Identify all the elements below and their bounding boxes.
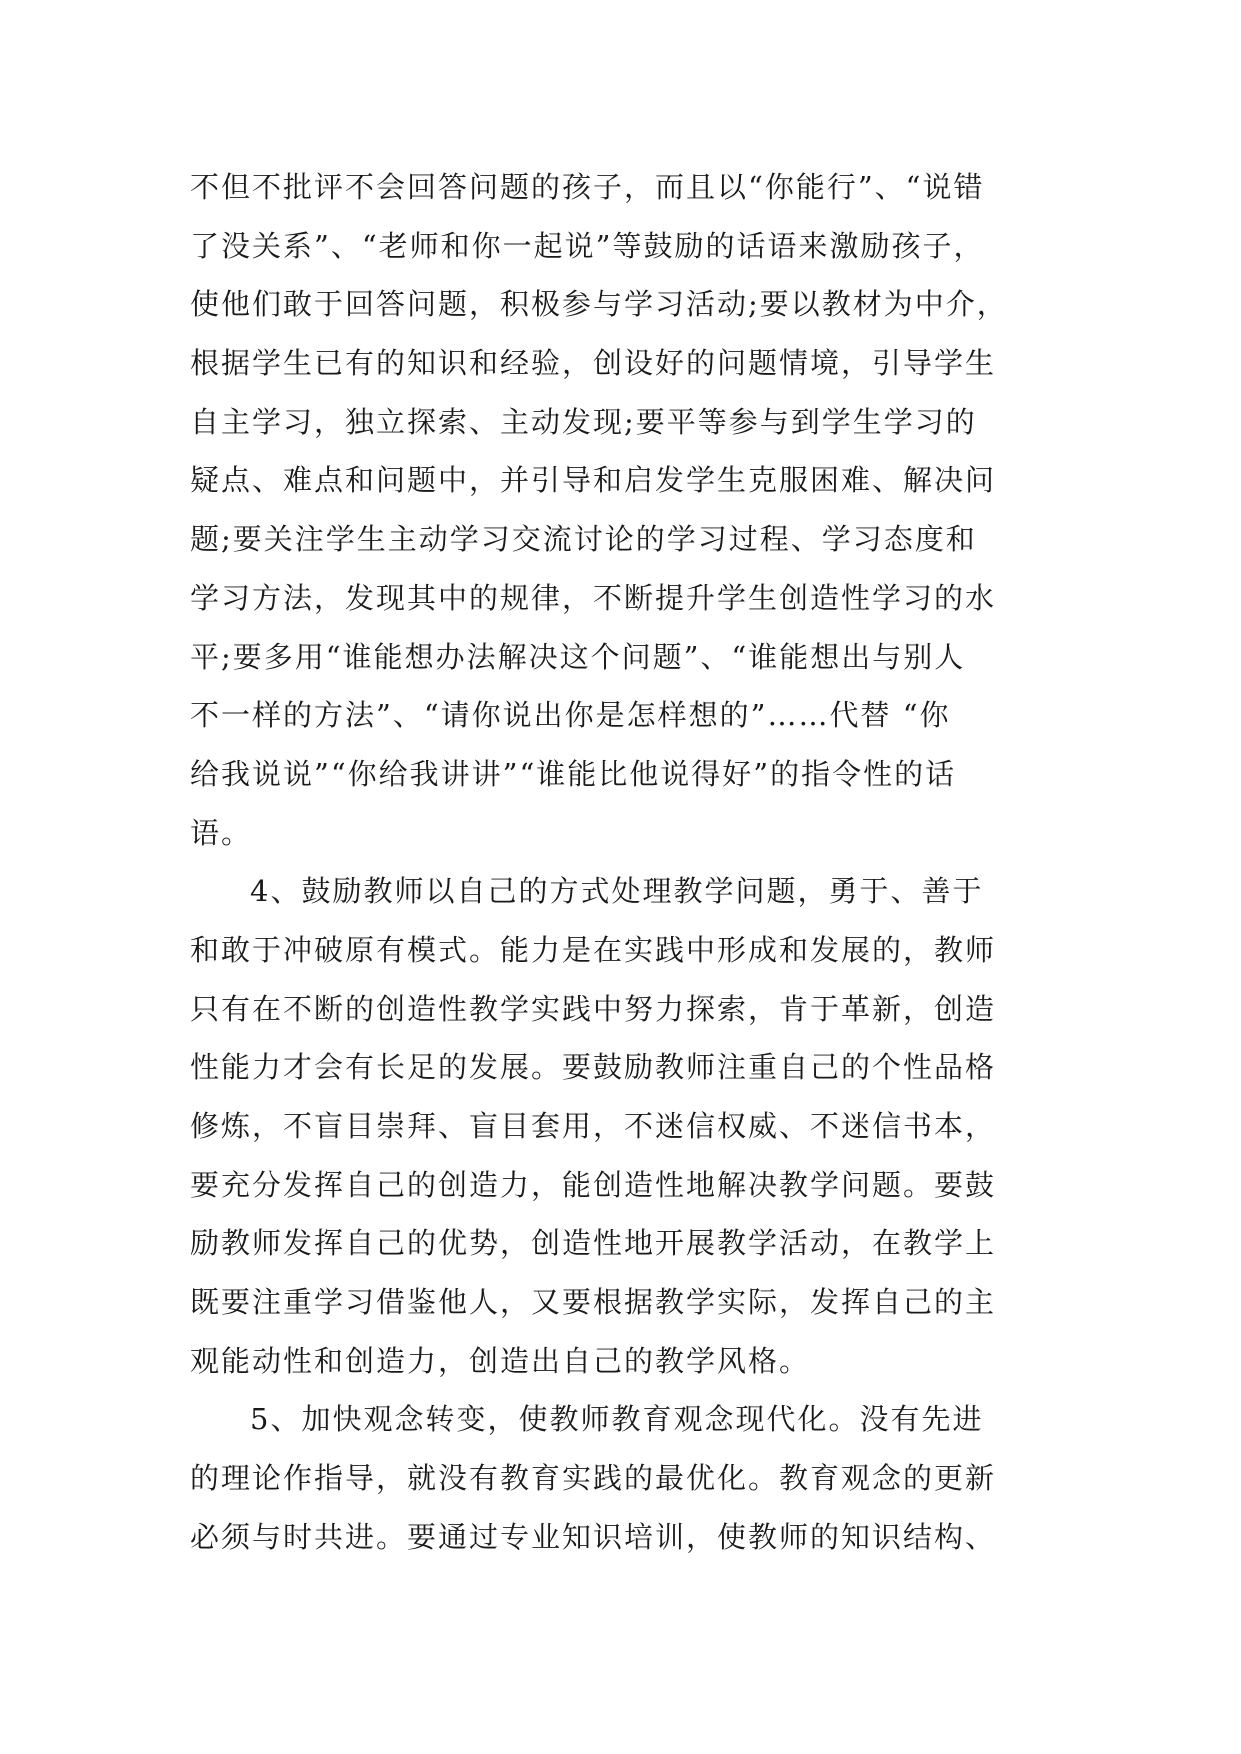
- text-line: 既要注重学习借鉴他人，又要根据教学实际，发挥自己的主: [190, 1285, 997, 1320]
- text-line: 自主学习，独立探索、主动发现;要平等参与到学生学习的: [190, 404, 977, 439]
- text-line: 题;要关注学生主动学习交流讨论的学习过程、学习态度和: [190, 522, 977, 557]
- text-line: 根据学生已有的知识和经验，创设好的问题情境，引导学生: [190, 346, 997, 381]
- text-line: 和敢于冲破原有模式。能力是在实践中形成和发展的，教师: [190, 932, 997, 967]
- text-line: 励教师发挥自己的优势，创造性地开展教学活动，在教学上: [190, 1226, 997, 1261]
- paragraph-5-first-line: 5、加快观念转变，使教师教育观念现代化。没有先进: [250, 1402, 984, 1437]
- document-page: [190, 158, 1070, 1567]
- text-line: 给我说说”“你给我讲讲”“谁能比他说得好”的指令性的话: [190, 756, 957, 791]
- text-line: 不一样的方法”、“请你说出你是怎样想的”……代替 “你: [190, 698, 951, 733]
- text-line: 要充分发挥自己的创造力，能创造性地解决教学问题。要鼓: [190, 1167, 997, 1202]
- text-line: 性能力才会有长足的发展。要鼓励教师注重自己的个性品格: [190, 1050, 997, 1085]
- text-line: 语。: [190, 815, 253, 850]
- text-line: 了没关系”、“老师和你一起说”等鼓励的话语来激励孩子，: [190, 228, 985, 263]
- text-line: 平;要多用“谁能想办法解决这个问题”、“谁能想出与别人: [190, 639, 966, 674]
- text-line: 只有在不断的创造性教学实践中努力探索，肯于革新，创造: [190, 991, 997, 1026]
- paragraph-4-first-line: 4、鼓励教师以自己的方式处理教学问题，勇于、善于: [250, 874, 984, 909]
- text-line: 观能动性和创造力，创造出自己的教学风格。: [190, 1343, 811, 1378]
- text-line: 学习方法，发现其中的规律，不断提升学生创造性学习的水: [190, 580, 997, 615]
- text-line: 不但不批评不会回答问题的孩子，而且以“你能行”、“说错: [190, 170, 985, 204]
- text-line: 疑点、难点和问题中，并引导和启发学生克服困难、解决问: [190, 463, 997, 498]
- text-line: 使他们敢于回答问题，积极参与学习活动;要以教材为中介，: [190, 287, 1008, 322]
- text-line: 必须与时共进。要通过专业知识培训，使教师的知识结构、: [190, 1519, 997, 1554]
- text-line: 的理论作指导，就没有教育实践的最优化。教育观念的更新: [190, 1461, 997, 1496]
- text-line: 修炼，不盲目崇拜、盲目套用，不迷信权威、不迷信书本，: [190, 1109, 997, 1143]
